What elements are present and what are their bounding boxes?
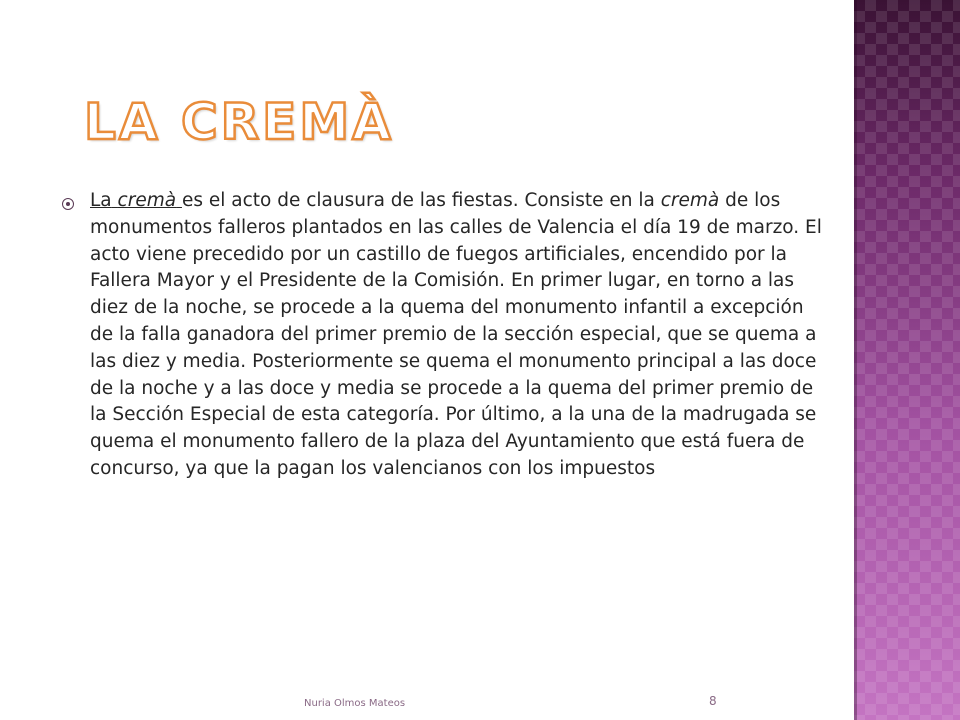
bullet-list xyxy=(62,188,832,483)
bullet-paragraph xyxy=(90,188,832,483)
footer-page-number: 8 xyxy=(709,694,717,708)
intro-rest: es el acto de clausura de las fiestas. Consiste en la xyxy=(181,190,655,211)
intro-crema-italic: cremà xyxy=(117,190,177,211)
bullet-body-text: de los monumentos falleros plantados en las calles de Valencia el día 19 de marzo. El acto viene precedido por un castillo de fuegos artificiales, encendido por la Fallera Mayor y el Presidente de la Comisión. En primer lugar, en torno a las diez de la noche, se procede a la quema del monumento infantil a excepción de la falla ganadora del primer premio de la sección especial, que se quema a las diez y media. Posteriormente se quema el monumento principal a las doce de la noche y a las doce y media se procede a la quema del primer premio de la Sección Especial de esta categoría. Por último, a la una de la madrugada se quema el monumento fallero de la plaza del Ayuntamiento que está fuera de concurso, ya que la pagan los valencianos con los impuestos xyxy=(90,190,822,479)
slide-title: LA CREMÀ xyxy=(84,93,394,151)
intro-la: La xyxy=(90,190,112,211)
bullet-item xyxy=(62,188,832,483)
circled-dot-bullet-icon xyxy=(62,198,74,210)
decorative-side-panel xyxy=(854,0,960,720)
footer-author: Nuria Olmos Mateos xyxy=(304,698,406,709)
crema-italic: cremà xyxy=(660,190,720,211)
underlined-phrase xyxy=(90,190,182,211)
